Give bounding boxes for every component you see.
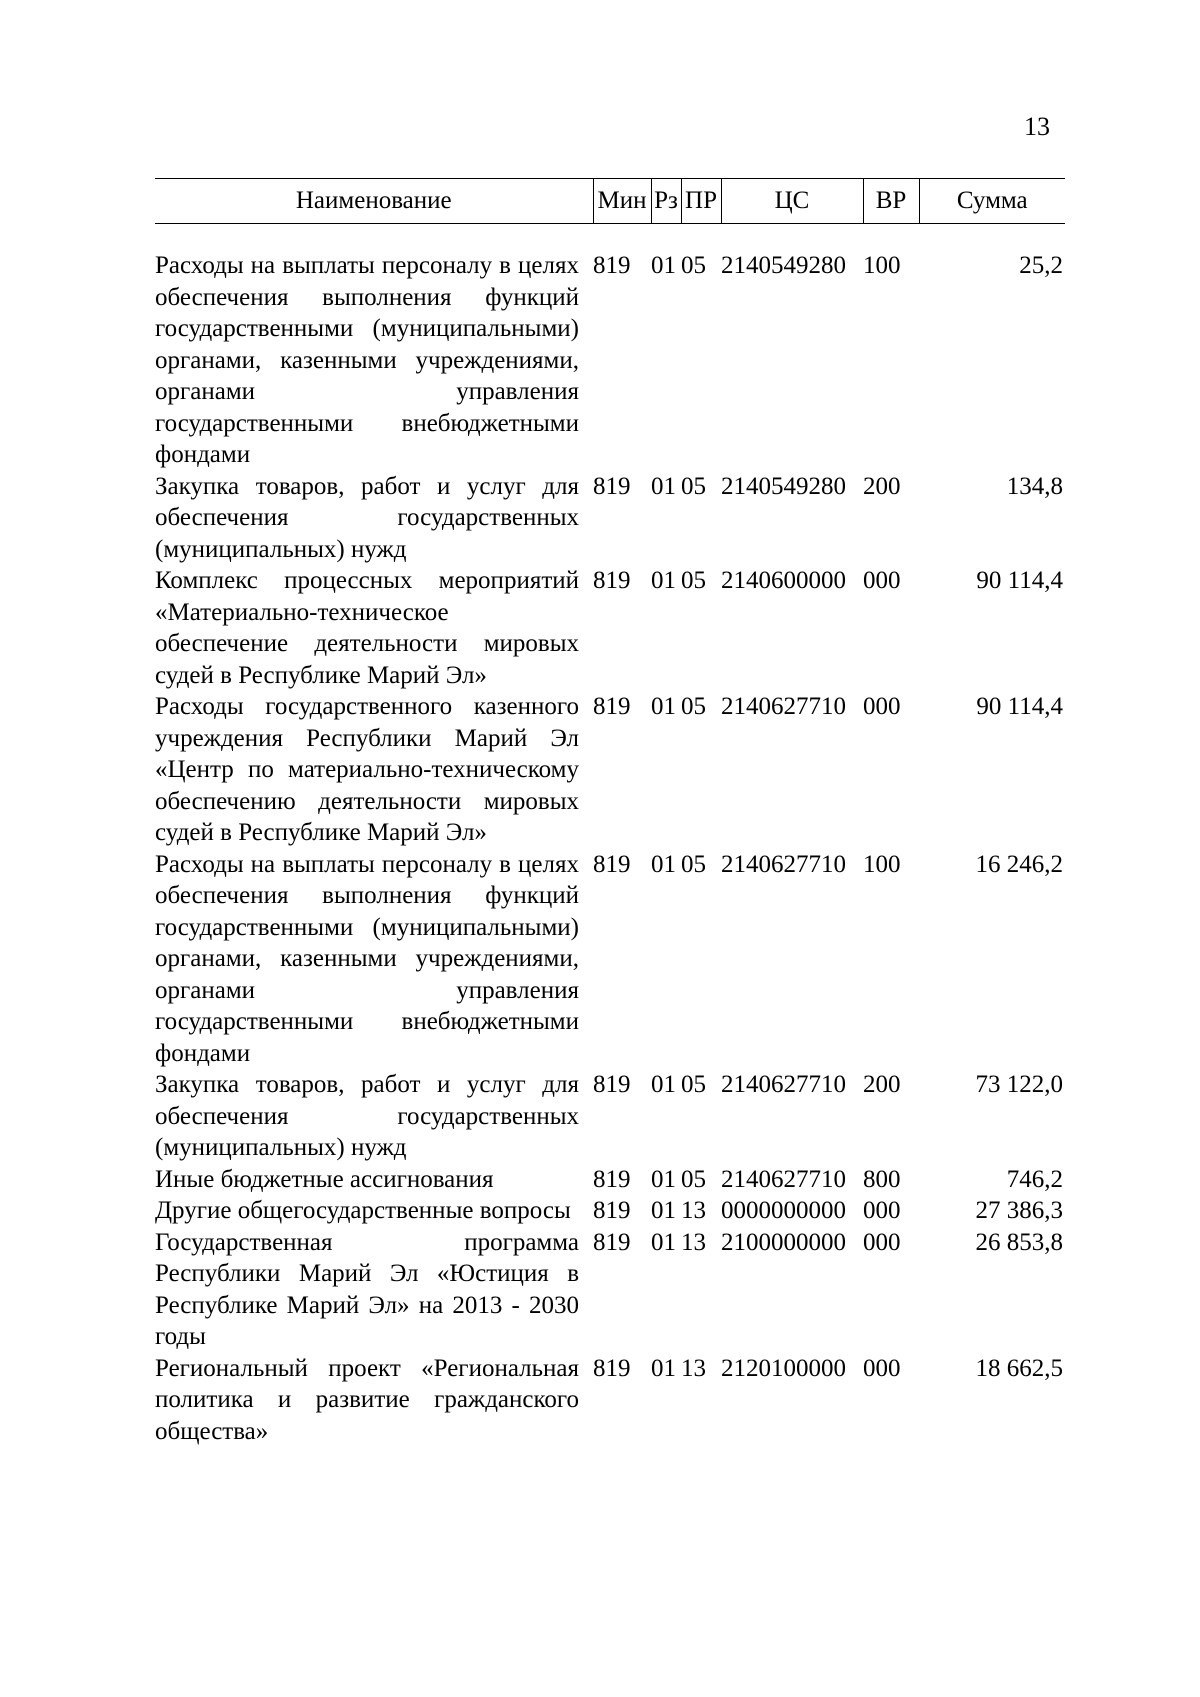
row-name: Расходы на выплаты персоналу в целях обеспечения выполнения функций государственными (муниципальными) органами, казенными учреждениями, органами управления государственными внебюджетными фондами — [155, 850, 579, 1067]
row-rz: 01 — [651, 1228, 676, 1256]
row-sum: 90 114,4 — [976, 693, 1063, 720]
row-vr: 000 — [863, 1197, 901, 1224]
row-cs: 2140627710 — [721, 693, 846, 720]
row-sum: 73 122,0 — [975, 1071, 1063, 1098]
header-vr: ВР — [863, 179, 919, 224]
row-pr: 05 — [681, 472, 706, 500]
row-vr: 000 — [863, 1354, 901, 1382]
row-pr: 05 — [681, 567, 706, 594]
row-min: 819 — [593, 1197, 631, 1224]
budget-table — [155, 178, 1065, 1447]
row-name: Региональный проект «Региональная политика и развитие гражданского общества» — [155, 1354, 579, 1445]
row-rz: 01 — [651, 252, 676, 279]
table-row — [155, 250, 1065, 471]
row-rz: 01 — [651, 1354, 676, 1382]
row-sum: 26 853,8 — [975, 1228, 1063, 1256]
row-rz: 01 — [651, 1197, 676, 1224]
row-sum: 90 114,4 — [976, 567, 1063, 594]
row-min: 819 — [593, 1071, 631, 1098]
row-pr: 05 — [681, 252, 706, 279]
table-row — [155, 1227, 1065, 1353]
row-cs: 2140549280 — [721, 472, 846, 500]
row-pr: 13 — [681, 1197, 706, 1224]
row-cs: 2140627710 — [721, 850, 846, 878]
table-row — [155, 1353, 1065, 1448]
table-row — [155, 691, 1065, 849]
row-vr: 200 — [863, 472, 901, 500]
row-cs: 2100000000 — [721, 1228, 846, 1256]
row-cs: 0000000000 — [721, 1197, 846, 1224]
row-pr: 05 — [681, 1071, 706, 1098]
row-vr: 100 — [863, 850, 901, 878]
table-header — [155, 179, 1065, 251]
row-sum: 27 386,3 — [975, 1197, 1063, 1224]
row-pr: 05 — [681, 693, 706, 720]
row-min: 819 — [593, 693, 631, 720]
row-sum: 746,2 — [1006, 1165, 1063, 1193]
row-min: 819 — [593, 252, 631, 279]
row-pr: 13 — [681, 1228, 706, 1256]
row-name: Комплекс процессных мероприятий «Материально-техническое обеспечение деятельности мировых судей в Республике Марий Эл» — [155, 567, 579, 689]
row-vr: 800 — [863, 1165, 901, 1193]
row-rz: 01 — [651, 1071, 676, 1098]
row-min: 819 — [593, 850, 631, 878]
row-name: Расходы государственного казенного учреждения Республики Марий Эл «Центр по материально-техническому обеспечению деятельности мировых судей в Республике Марий Эл» — [155, 693, 579, 846]
header-min: Мин — [593, 179, 651, 224]
row-min: 819 — [593, 1228, 631, 1256]
row-min: 819 — [593, 472, 631, 500]
page-number: 13 — [1024, 112, 1050, 141]
row-sum: 18 662,5 — [975, 1354, 1063, 1382]
row-cs: 2140549280 — [721, 252, 846, 279]
row-name: Другие общегосударственные вопросы — [155, 1197, 571, 1224]
row-name: Расходы на выплаты персоналу в целях обеспечения выполнения функций государственными (муниципальными) органами, казенными учреждениями, органами управления государственными внебюджетными фондами — [155, 252, 579, 468]
row-pr: 13 — [681, 1354, 706, 1382]
row-rz: 01 — [651, 1165, 676, 1193]
table-row — [155, 1195, 1065, 1227]
row-pr: 05 — [681, 850, 706, 878]
row-cs: 2140600000 — [721, 567, 846, 594]
header-sum: Сумма — [919, 179, 1065, 224]
header-pr: ПР — [681, 179, 721, 224]
row-name: Государственная программа Республики Марий Эл «Юстиция в Республике Марий Эл» на 2013 - 2030 годы — [155, 1228, 579, 1350]
row-rz: 01 — [651, 472, 676, 500]
row-min: 819 — [593, 1165, 631, 1193]
row-pr: 05 — [681, 1165, 706, 1193]
row-rz: 01 — [651, 567, 676, 594]
row-cs: 2140627710 — [721, 1071, 846, 1098]
row-vr: 000 — [863, 693, 901, 720]
row-vr: 000 — [863, 1228, 901, 1256]
header-rz: Рз — [651, 179, 681, 224]
header-name: Наименование — [155, 179, 593, 224]
header-cs: ЦС — [721, 179, 863, 224]
table-row — [155, 1069, 1065, 1164]
row-sum: 134,8 — [1006, 472, 1063, 500]
row-sum: 16 246,2 — [975, 850, 1063, 878]
row-vr: 000 — [863, 567, 901, 594]
row-name: Закупка товаров, работ и услуг для обеспечения государственных (муниципальных) нужд — [155, 1071, 579, 1161]
table-body — [155, 250, 1065, 1447]
row-sum: 25,2 — [1019, 252, 1063, 279]
row-name: Закупка товаров, работ и услуг для обеспечения государственных (муниципальных) нужд — [155, 472, 579, 563]
row-vr: 100 — [863, 252, 901, 279]
table-row — [155, 849, 1065, 1070]
row-rz: 01 — [651, 850, 676, 878]
table-row — [155, 1164, 1065, 1196]
row-rz: 01 — [651, 693, 676, 720]
table-row — [155, 565, 1065, 691]
row-cs: 2120100000 — [721, 1354, 846, 1382]
row-cs: 2140627710 — [721, 1165, 846, 1193]
row-name: Иные бюджетные ассигнования — [155, 1165, 494, 1193]
row-vr: 200 — [863, 1071, 901, 1098]
row-min: 819 — [593, 567, 631, 594]
row-min: 819 — [593, 1354, 631, 1382]
table-row — [155, 471, 1065, 566]
